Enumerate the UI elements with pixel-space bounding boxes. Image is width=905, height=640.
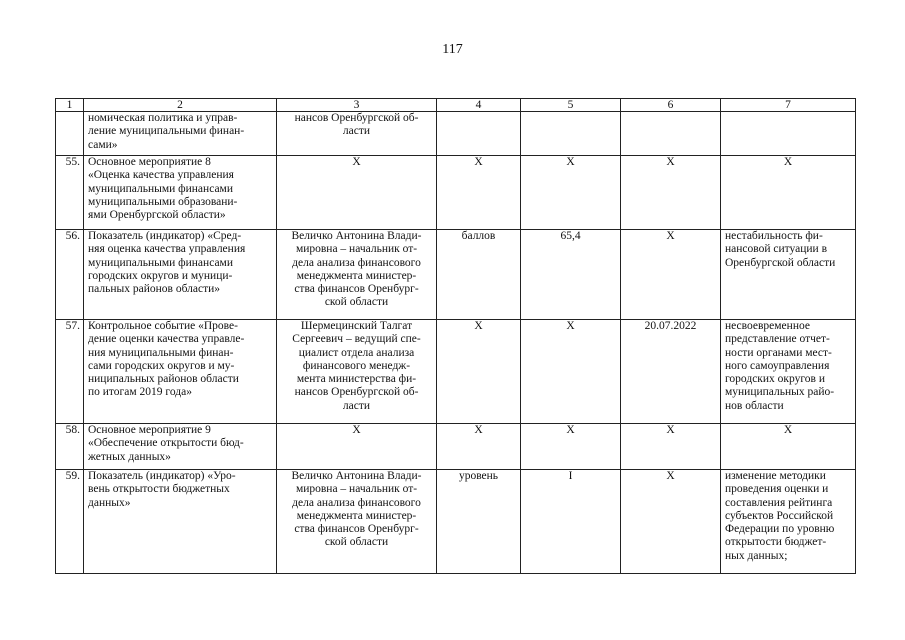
column-header-3: 3: [277, 99, 437, 112]
risk: X: [721, 156, 856, 230]
column-header-6: 6: [621, 99, 721, 112]
header-row: [56, 99, 856, 112]
table-row: [56, 156, 856, 230]
responsible-person: Шермецинский Талгат Сергеевич – ведущий спе- циалист отдела анализа финансового менедж- мента министерства фи- нансов Оренбургской об- ласти: [277, 320, 437, 424]
risk: изменение методики проведения оценки и составления рейтинга субъектов Российской Федерации по уровню открытости бюджет- ных данных;: [721, 470, 856, 574]
measure-name: номическая политика и управ- ление муниципальными финан- сами»: [84, 112, 277, 156]
measure-name: Основное мероприятие 9 «Обеспечение открытости бюд- жетных данных»: [84, 424, 277, 470]
date: X: [621, 156, 721, 230]
unit: X: [437, 156, 521, 230]
row-number: 59.: [56, 470, 84, 574]
unit: баллов: [437, 230, 521, 320]
table-row: [56, 470, 856, 574]
column-header-2: 2: [84, 99, 277, 112]
page-number: 117: [442, 42, 463, 57]
risk: X: [721, 424, 856, 470]
risk: несвоевременное представление отчет- ности органами мест- ного самоуправления городских округов и муниципальных райо- нов области: [721, 320, 856, 424]
table-row: [56, 424, 856, 470]
unit: уровень: [437, 470, 521, 574]
date: X: [621, 470, 721, 574]
responsible-person: Величко Антонина Влади- мировна – начальник от- дела анализа финансового менеджмента министер- ства финансов Оренбург- ской области: [277, 230, 437, 320]
responsible-person: X: [277, 424, 437, 470]
table-row: [56, 230, 856, 320]
row-number: 55.: [56, 156, 84, 230]
risk: [721, 112, 856, 156]
value: X: [521, 320, 621, 424]
row-number: 57.: [56, 320, 84, 424]
row-number: 56.: [56, 230, 84, 320]
date: X: [621, 424, 721, 470]
measure-name: Контрольное событие «Прове- дение оценки качества управле- ния муниципальными финан- сами городских округов и му- ниципальных районов области по итогам 2019 года»: [84, 320, 277, 424]
date: X: [621, 230, 721, 320]
plan-table: [55, 98, 856, 574]
table-row: [56, 112, 856, 156]
measure-name: Показатель (индикатор) «Сред- няя оценка качества управления муниципальными финансами городских округов и муници- пальных районов области»: [84, 230, 277, 320]
value: 65,4: [521, 230, 621, 320]
column-header-7: 7: [721, 99, 856, 112]
column-header-5: 5: [521, 99, 621, 112]
risk: нестабильность фи- нансовой ситуации в Оренбургской области: [721, 230, 856, 320]
date: [621, 112, 721, 156]
unit: X: [437, 320, 521, 424]
measure-name: Основное мероприятие 8 «Оценка качества управления муниципальными финансами муниципальными образовани- ями Оренбургской области»: [84, 156, 277, 230]
row-number: [56, 112, 84, 156]
unit: [437, 112, 521, 156]
row-number: 58.: [56, 424, 84, 470]
table-row: [56, 320, 856, 424]
responsible-person: X: [277, 156, 437, 230]
measure-name: Показатель (индикатор) «Уро- вень открытости бюджетных данных»: [84, 470, 277, 574]
date: 20.07.2022: [621, 320, 721, 424]
responsible-person: Величко Антонина Влади- мировна – начальник от- дела анализа финансового менеджмента министер- ства финансов Оренбург- ской области: [277, 470, 437, 574]
responsible-person: нансов Оренбургской об- ласти: [277, 112, 437, 156]
value: I: [521, 470, 621, 574]
column-header-1: 1: [56, 99, 84, 112]
value: X: [521, 156, 621, 230]
unit: X: [437, 424, 521, 470]
value: [521, 112, 621, 156]
column-header-4: 4: [437, 99, 521, 112]
value: X: [521, 424, 621, 470]
